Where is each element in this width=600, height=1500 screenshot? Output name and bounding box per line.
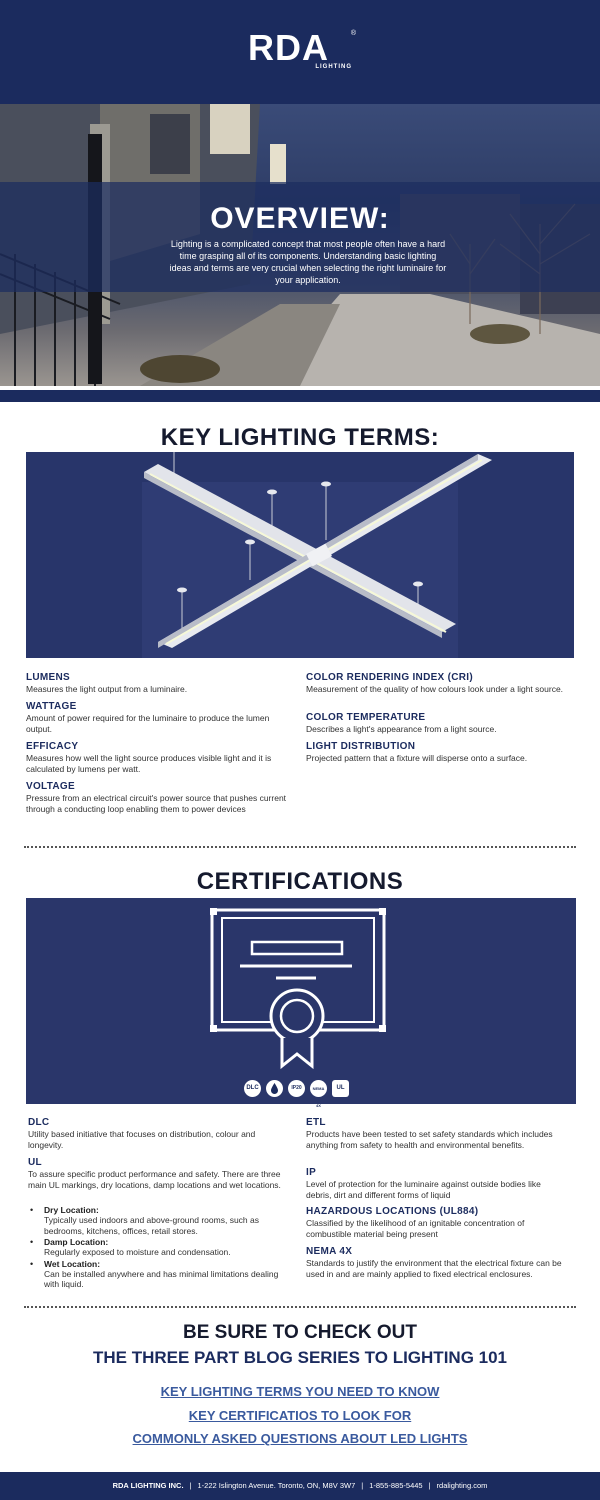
cert-description: Classified by the likelihood of an ignitable concentration of combustible material being present [306, 1218, 525, 1239]
link-led-faq[interactable]: COMMONLY ASKED QUESTIONS ABOUT LED LIGHTS [132, 1431, 468, 1446]
footer-separator: | [361, 1481, 364, 1490]
bullet-heading: Dry Location: [44, 1205, 99, 1215]
cert-heading: UL [28, 1157, 42, 1168]
cert-hazardous-locations [306, 1206, 562, 1240]
term-heading: COLOR RENDERING INDEX (CRI) [306, 672, 473, 683]
bullet-icon: • [30, 1258, 34, 1269]
link-key-lighting-terms[interactable]: KEY LIGHTING TERMS YOU NEED TO KNOW [160, 1384, 440, 1399]
logo-registered-mark: ® [350, 30, 356, 37]
overview-title: OVERVIEW: [210, 202, 390, 235]
cert-description: Level of protection for the luminaire against outside bodies like debris, dirt and different forms of liquid [306, 1179, 541, 1200]
cert-heading: HAZARDOUS LOCATIONS (UL884) [306, 1206, 479, 1217]
cert-etl [306, 1117, 562, 1151]
footer-phone[interactable]: 1-855-885-5445 [369, 1481, 423, 1490]
term-heading: LUMENS [26, 672, 71, 683]
term-description: Measures how well the light source produces visible light and it is calculated by lumens per watt. [26, 753, 272, 774]
logo-subtitle: LIGHTING [315, 64, 352, 70]
footer-bar [0, 1472, 600, 1500]
cert-ip [306, 1167, 562, 1201]
rda-logo[interactable] [248, 27, 356, 72]
term-description: Measurement of the quality of how colours look under a light source. [306, 684, 564, 694]
footer-company: RDA LIGHTING INC. [112, 1481, 184, 1490]
cert-heading: IP [306, 1167, 317, 1178]
footer-separator: | [189, 1481, 192, 1490]
term-heading: LIGHT DISTRIBUTION [306, 741, 416, 752]
term-description: Describes a light's appearance from a light source. [306, 724, 497, 734]
term-heading: COLOR TEMPERATURE [306, 712, 426, 723]
term-description: Projected pattern that a fixture will disperse onto a surface. [306, 753, 528, 763]
dlc-badge-icon: DLC [244, 1080, 261, 1097]
term-description: Pressure from an electrical circuit's power source that pushes current through a conducting loop enabling them to power devices [26, 793, 287, 814]
header-bar [0, 0, 600, 104]
term-description: Measures the light output from a luminaire. [26, 684, 188, 694]
certification-badges [244, 1080, 354, 1108]
bullet-description: Typically used indoors and above-ground rooms, such as bedrooms, kitchens, offices, retail stores. [44, 1215, 259, 1236]
term-cri [306, 672, 574, 695]
dotted-divider [24, 1306, 576, 1308]
term-light-distribution [306, 741, 574, 764]
certifications-title: CERTIFICATIONS [196, 868, 404, 895]
ul-badge-icon: UL [332, 1080, 349, 1097]
bullet-icon: • [30, 1205, 34, 1215]
footer-address: 1-222 Islington Avenue. Toronto, ON, M8V 3W7 [197, 1481, 356, 1490]
water-drop-badge-icon [266, 1080, 283, 1097]
bullet-description: Can be installed anywhere and has minimal limitations dealing with liquid. [44, 1268, 279, 1289]
cert-dlc [28, 1117, 296, 1151]
term-heading: VOLTAGE [26, 781, 75, 792]
term-heading: WATTAGE [26, 701, 77, 712]
overview-text: Lighting is a complicated concept that most people often have a hard time grasping all of its components. Understanding basic lighting ideas and terms are very crucial when selecting the right luminaire for your application. [169, 239, 447, 285]
bullet-heading: Wet Location: [44, 1258, 101, 1269]
term-efficacy [26, 741, 294, 775]
cert-heading: ETL [306, 1117, 326, 1128]
bullet-heading: Damp Location: [44, 1237, 109, 1247]
cert-heading: NEMA 4X [306, 1246, 353, 1257]
cert-description: Utility based initiative that focuses on distribution, colour and longevity. [28, 1129, 256, 1150]
cert-heading: DLC [28, 1117, 50, 1128]
term-color-temperature [306, 712, 574, 735]
link-key-certifications[interactable]: KEY CERTIFICATIOS TO LOOK FOR [188, 1408, 412, 1423]
term-description: Amount of power required for the luminaire to produce the lumen output. [26, 713, 270, 734]
list-item [30, 1259, 290, 1290]
cert-description: To assure specific product performance and safety. There are three main UL markings, dry locations, damp locations and wet locations. [28, 1169, 281, 1190]
linear-fixture-image [26, 452, 574, 658]
cta-subheading: THE THREE PART BLOG SERIES TO LIGHTING 101 [92, 1348, 508, 1367]
term-voltage [26, 781, 294, 815]
list-item [30, 1205, 290, 1236]
footer-contact [0, 1481, 600, 1490]
cta-heading: BE SURE TO CHECK OUT [182, 1322, 417, 1343]
bullet-icon: • [30, 1237, 34, 1247]
term-lumens [26, 672, 294, 695]
key-terms-title: KEY LIGHTING TERMS: [160, 424, 440, 451]
dotted-divider [24, 846, 576, 848]
nema-4x-badge-icon: NEMA 4X [310, 1080, 327, 1097]
divider-stripe [0, 390, 600, 402]
term-wattage [26, 701, 294, 735]
cert-nema-4x [306, 1246, 562, 1280]
footer-separator: | [428, 1481, 431, 1490]
bullet-description: Regularly exposed to moisture and condensation. [44, 1247, 231, 1257]
certificate-image [26, 898, 576, 1108]
ip20-badge-icon: IP20 [288, 1080, 305, 1097]
list-item [30, 1237, 290, 1258]
term-heading: EFFICACY [26, 741, 79, 752]
cert-description: Standards to justify the environment that the electrical fixture can be used in and are mainly applied to fixed electrical enclosures. [306, 1258, 562, 1279]
cert-description: Products have been tested to set safety standards which includes anything from safety to health and environmental benefits. [306, 1129, 553, 1150]
cert-ul [28, 1157, 296, 1191]
footer-website-link[interactable]: rdalighting.com [436, 1481, 488, 1490]
ul-location-list [30, 1205, 290, 1291]
logo-wordmark: RDA [248, 27, 329, 68]
overview-hero [0, 104, 600, 386]
